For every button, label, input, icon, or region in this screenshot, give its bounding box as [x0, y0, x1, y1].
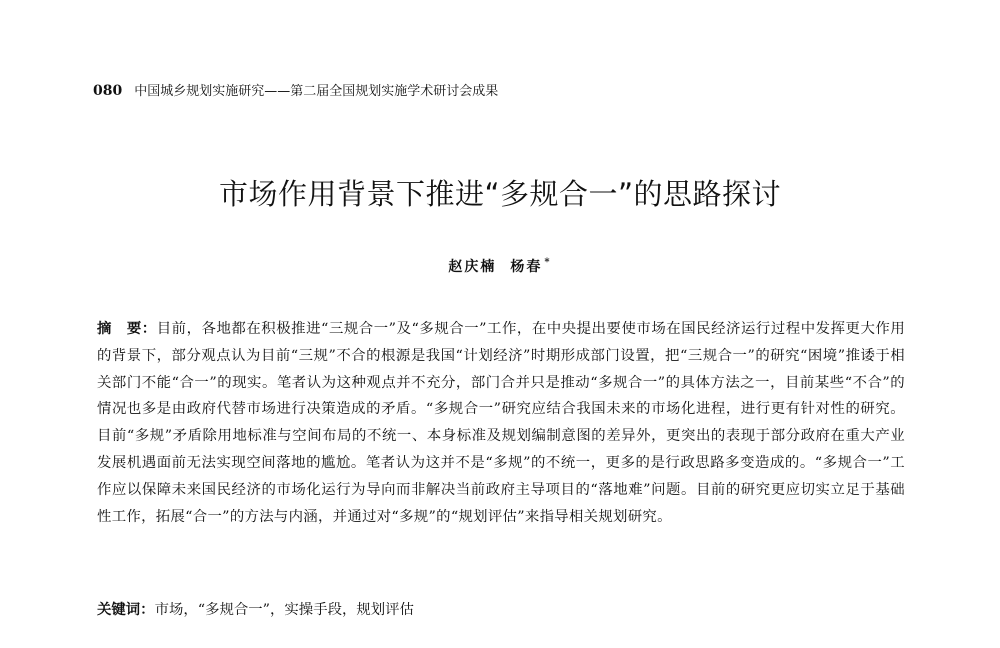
keywords-text: 市场，“多规合一”，实操手段，规划评估 — [154, 602, 414, 618]
keywords-line — [97, 597, 905, 624]
author-1: 赵庆楠 — [448, 259, 497, 275]
author-footnote-mark: * — [544, 257, 552, 268]
abstract-label: 摘 要： — [97, 321, 157, 337]
abstract-text: 目前，各地都在积极推进“三规合一”及“多规合一”工作，在中央提出要使市场在国民经济运行过程中发挥更大作用的背景下，部分观点认为目前“三规”不合的根源是我国“计划经济”时期形成部门设置，把“三规合一”的研究“困境”推诿于相关部门不能“合一”的现实。笔者认为这种观点并不充分，部门合并只是推动“多规合一”的具体方法之一，目前某些“不合”的情况也多是由政府代替市场进行决策造成的矛盾。“多规合一”研究应结合我国未来的市场化进程，进行更有针对性的研究。目前“多规”矛盾除用地标准与空间布局的不统一、本身标准及规划编制意图的差异外，更突出的表现于部分政府在重大产业发展机遇面前无法实现空间落地的尴尬。笔者认为这并不是“多规”的不统一，更多的是行政思路多变造成的。“多规合一”工作应以保障未来国民经济的市场化运行为导向而非解决当前政府主导项目的“落地难”问题。目前的研究更应切实立足于基础性工作，拓展“合一”的方法与内涵，并通过对“多规”的“规划评估”来指导相关规划研究。 — [97, 321, 906, 525]
book-title: 中国城乡规划实施研究——第二届全国规划实施学术研讨会成果 — [134, 84, 499, 99]
page-number: 080 — [93, 83, 123, 99]
running-header — [93, 80, 498, 99]
keywords-label: 关键词： — [97, 602, 155, 618]
author-line — [0, 256, 1000, 276]
abstract-paragraph — [97, 316, 905, 530]
paper-title: 市场作用背景下推进“多规合一”的思路探讨 — [218, 177, 782, 211]
author-2: 杨春 — [510, 259, 543, 275]
